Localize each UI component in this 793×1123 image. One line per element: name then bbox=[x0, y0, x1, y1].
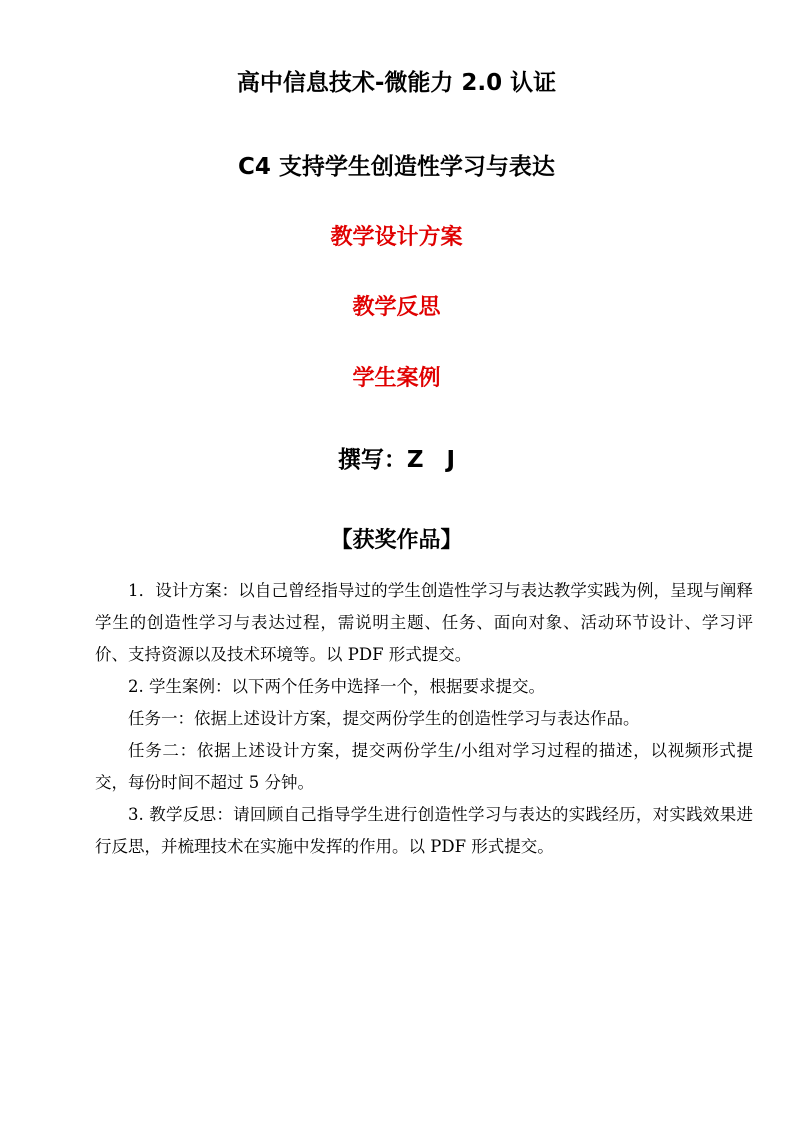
red-heading-teaching-reflection: 教学反思 bbox=[352, 295, 441, 320]
main-title: 高中信息技术-微能力 2.0 认证 bbox=[236, 70, 557, 96]
author-line: 撰写：Z J bbox=[337, 447, 456, 473]
paragraph-task-one: 任务一：依据上述设计方案，提交两份学生的创造性学习与表达作品。 bbox=[128, 709, 640, 728]
section-heading: 【获奖作品】 bbox=[330, 528, 463, 553]
red-heading-student-case: 学生案例 bbox=[352, 366, 441, 391]
paragraph-design-plan: 1．设计方案：以自己曾经指导过的学生创造性学习与表达教学实践为例，呈现与阐释学生的创造性学习与表达过程，需说明主题、任务、面向对象、活动环节设计、学习评价、支持资源以及技术环境等。以 PDF 形式提交。 bbox=[95, 581, 753, 664]
paragraph-reflection: 3. 教学反思：请回顾自己指导学生进行创造性学习与表达的实践经历，对实践效果进行反思，并梳理技术在实施中发挥的作用。以 PDF 形式提交。 bbox=[95, 805, 753, 856]
paragraph-task-two: 任务二：依据上述设计方案，提交两份学生/小组对学习过程的描述，以视频形式提交，每份时间不超过 5 分钟。 bbox=[95, 741, 753, 792]
body-text bbox=[95, 575, 753, 863]
red-heading-teaching-design: 教学设计方案 bbox=[330, 225, 463, 250]
subtitle: C4 支持学生创造性学习与表达 bbox=[238, 154, 555, 180]
paragraph-student-case: 2. 学生案例：以下两个任务中选择一个，根据要求提交。 bbox=[128, 677, 545, 696]
